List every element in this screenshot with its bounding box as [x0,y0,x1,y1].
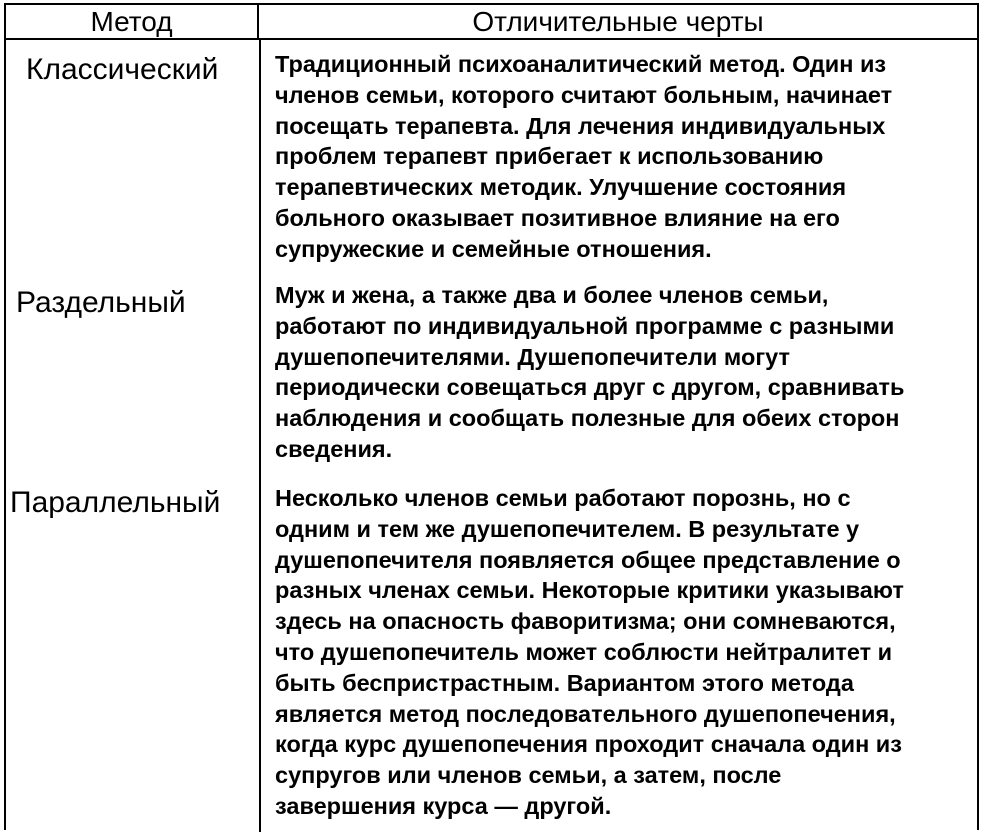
method-name: Раздельный [16,286,186,319]
method-name: Параллельный [10,486,221,519]
description-line: здесь на опасность фаворитизма; они сомневаются, [275,608,896,635]
description-line: душепопечителя появляется общее представление о [275,546,901,573]
methods-table [4,3,979,830]
method-name: Классический [26,53,219,86]
description-line: Несколько членов семьи работают порознь, но с [275,485,851,511]
table-header [6,5,977,40]
description-line: терапевтических методик. Улучшение состояния [275,174,847,201]
method-description [259,40,977,269]
table-row-separate [6,269,977,465]
description-line: Традиционный психоаналитический метод. Один из [275,51,887,77]
header-method: Метод [6,5,259,38]
method-description [259,269,977,465]
description-line: сведения. [275,435,393,462]
description-line: душепопечителями. Душепопечители могут [275,343,790,370]
table-row-parallel [6,465,977,832]
description-line: супругов или членов семьи, а затем, после [275,762,782,789]
table-row-classic [6,40,977,269]
description-line: является метод последовательного душепопечения, [275,700,896,727]
description-line: периодически совещаться друг с другом, сравнивать [275,374,905,401]
description-line: больного оказывает позитивное влияние на его [275,204,840,231]
description-line: наблюдения и сообщать полезные для обеих сторон [275,405,900,432]
description-line: Муж и жена, а также два и более членов семьи, [275,282,829,308]
description-line: проблем терапевт прибегает к использованию [275,143,824,170]
description-line: когда курс душепопечения проходит сначала один из [275,731,902,758]
description-line: посещать терапевта. Для лечения индивидуальных [275,112,886,139]
description-line: одним и тем же душепопечителем. В результате у [275,515,860,542]
description-line: работают по индивидуальной программе с разными [275,312,895,339]
description-line: супружеские и семейные отношения. [275,235,712,262]
description-line: разных членах семьи. Некоторые критики указывают [275,577,904,604]
description-line: завершения курса — другой. [275,792,612,819]
description-line: членов семьи, которого считают больным, начинает [275,81,893,108]
description-line: что душепопечитель может соблюсти нейтралитет и [275,638,893,665]
header-features: Отличительные черты [472,5,764,37]
method-description [259,465,977,832]
table-body [6,40,977,832]
description-line: быть беспристрастным. Вариантом этого метода [275,669,854,696]
